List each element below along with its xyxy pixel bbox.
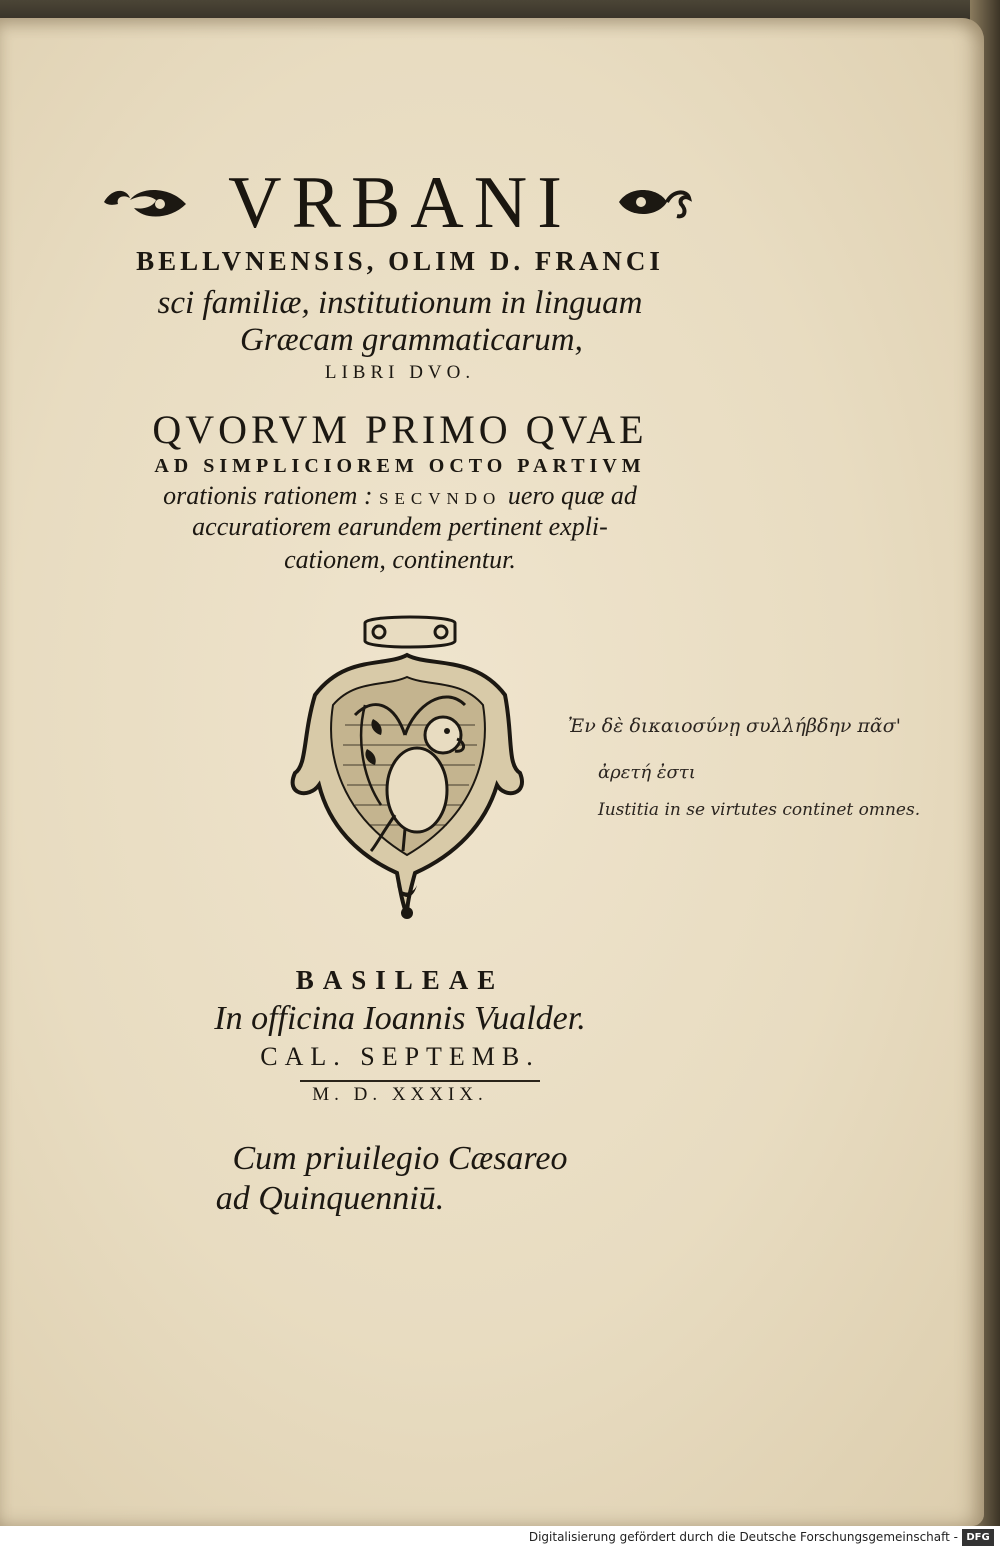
subtitle-line-3c: uero quæ ad [501,481,637,510]
subtitle-line-3 [100,481,700,511]
subtitle-line-2: AD SIMPLICIOREM OCTO PARTIVM [154,455,646,477]
digitization-footer [0,1526,1000,1550]
book-title: VRBANI [228,162,572,244]
description-line-2: Græcam grammaticarum, [240,322,583,358]
description-line-1: sci familiæ, institutionum in linguam [157,285,643,321]
imprint-date-line: CAL. SEPTEMB. [260,1042,540,1071]
title-row [100,158,700,248]
subtitle-line-1: QVORVM PRIMO QVAE [152,407,648,452]
printers-device-parrot-icon [285,615,530,925]
marginalia-greek-line-2: ἀρετή ἐστι [598,762,696,783]
left-fleuron-icon [100,180,190,224]
imprint-year: M. D. XXXIX. [312,1084,488,1105]
right-fleuron-icon [615,180,695,224]
libri-duo: LIBRI DVO. [324,362,476,383]
privilege-line-1: Cum priuilegio Cæsareo [232,1140,568,1177]
subtitle-line-4: accuratiorem earundem pertinent expli- [192,512,608,541]
imprint-rule [300,1080,540,1082]
privilege-line-2: ad Quinquenniū. [215,1180,445,1217]
subtitle-line-5: cationem, continentur. [284,545,516,574]
author-line: BELLVNENSIS, OLIM D. FRANCI [136,246,664,276]
marginalia-latin: Iustitia in se virtutes continet omnes. [598,800,921,820]
subtitle-line-3a: orationis rationem : [163,481,380,510]
imprint-city: BASILEAE [295,965,505,995]
imprint-printer: In officina Ioannis Vualder. [214,1000,586,1037]
secvndo: SECVNDO [379,489,502,508]
footer-credit: Digitalisierung gefördert durch die Deutsche Forschungsgemeinschaft - [528,1530,958,1544]
marginalia-greek-line-1: Ἐν δὲ δικαιοσύνῃ συλλήβδην πᾶσ' [568,715,901,737]
dfg-logo: DFG [962,1529,994,1546]
